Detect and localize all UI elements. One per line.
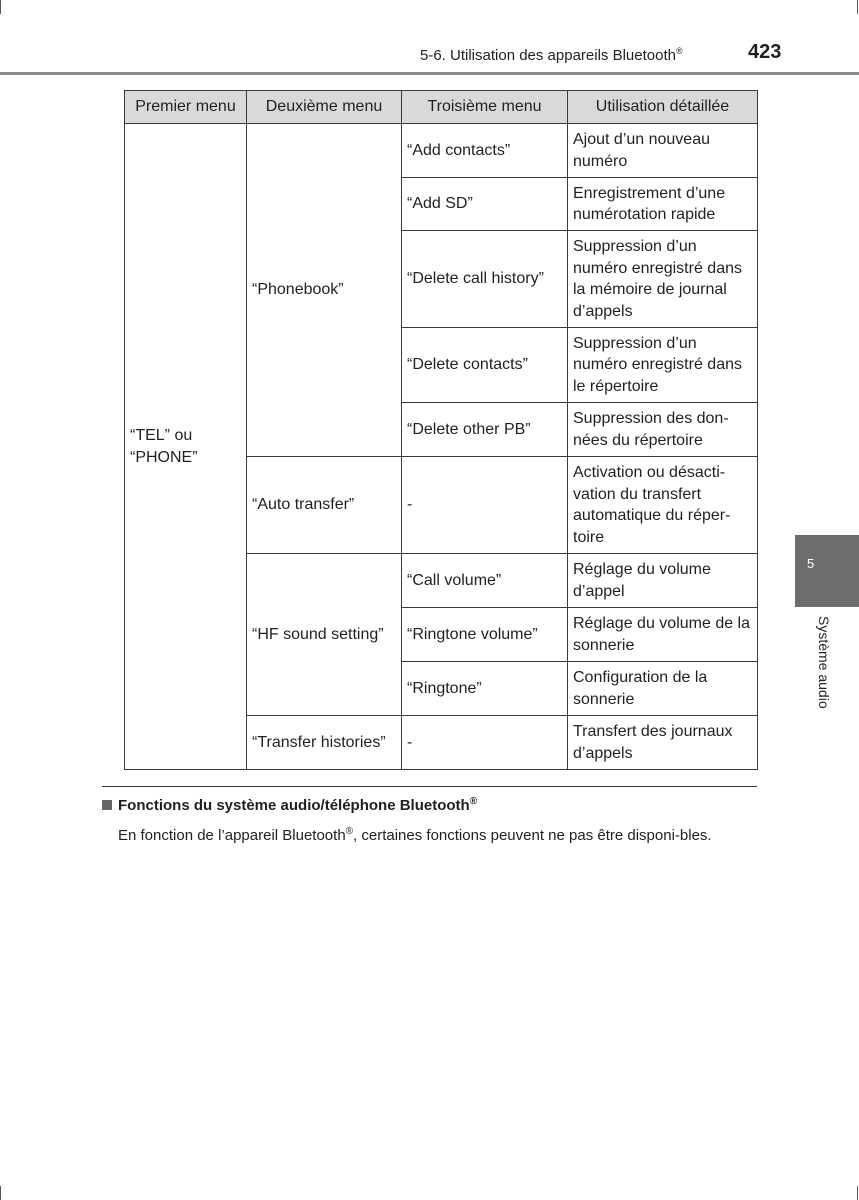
third-menu-cell: “Delete contacts” bbox=[402, 328, 568, 403]
table-header-row bbox=[125, 91, 758, 124]
header-detail: Utilisation détaillée bbox=[568, 91, 758, 124]
third-menu-cell: “Delete other PB” bbox=[402, 403, 568, 457]
detail-cell: Configuration de la sonnerie bbox=[568, 662, 758, 716]
second-menu-transfer-histories: “Transfer histories” bbox=[247, 716, 402, 770]
detail-cell: Réglage du volume de la sonnerie bbox=[568, 608, 758, 662]
detail-cell: Activation ou désacti-vation du transfert automatique du réper-toire bbox=[568, 457, 758, 554]
detail-cell: Suppression d’un numéro enregistré dans le répertoire bbox=[568, 328, 758, 403]
third-menu-cell: “Add contacts” bbox=[402, 124, 568, 178]
square-bullet-icon bbox=[102, 800, 112, 810]
registered-mark: ® bbox=[345, 826, 354, 837]
second-menu-hf-sound: “HF sound setting” bbox=[247, 554, 402, 716]
detail-cell: Suppression d’un numéro enregistré dans la mémoire de journal d’appels bbox=[568, 231, 758, 328]
third-menu-cell: - bbox=[402, 457, 568, 554]
third-menu-cell: “Ringtone” bbox=[402, 662, 568, 716]
third-menu-cell: “Ringtone volume” bbox=[402, 608, 568, 662]
header-rule bbox=[0, 72, 859, 75]
third-menu-cell: - bbox=[402, 716, 568, 770]
second-menu-auto-transfer: “Auto transfer” bbox=[247, 457, 402, 554]
first-menu-cell: “TEL” ou “PHONE” bbox=[125, 124, 247, 770]
header-second-menu: Deuxième menu bbox=[247, 91, 402, 124]
header-third-menu: Troisième menu bbox=[402, 91, 568, 124]
table-row bbox=[125, 124, 758, 178]
menu-table bbox=[124, 90, 758, 770]
chapter-number: 5 bbox=[807, 556, 815, 571]
chapter-tab bbox=[795, 535, 859, 607]
note-body-text: En fonction de l’appareil Bluetooth bbox=[118, 827, 346, 844]
page-number: 423 bbox=[748, 41, 782, 63]
header-first-menu: Premier menu bbox=[125, 91, 247, 124]
crop-mark-bottom-right bbox=[857, 1186, 858, 1200]
crop-mark-bottom-left bbox=[0, 1186, 1, 1200]
detail-cell: Enregistrement d’une numérotation rapide bbox=[568, 178, 758, 231]
chapter-title: Système audio bbox=[816, 616, 832, 709]
registered-mark: ® bbox=[469, 796, 478, 807]
detail-cell: Transfert des journaux d’appels bbox=[568, 716, 758, 770]
section-title-text: 5-6. Utilisation des appareils Bluetooth bbox=[420, 47, 676, 64]
note-body-text: , certaines fonctions peuvent ne pas être disponi-bles. bbox=[353, 827, 712, 844]
detail-cell: Ajout d’un nouveau numéro bbox=[568, 124, 758, 178]
crop-mark-top-left bbox=[0, 0, 1, 14]
registered-mark: ® bbox=[675, 46, 683, 56]
detail-cell: Suppression des don-nées du répertoire bbox=[568, 403, 758, 457]
third-menu-cell: “Call volume” bbox=[402, 554, 568, 608]
second-menu-phonebook: “Phonebook” bbox=[247, 124, 402, 457]
crop-mark-top-right bbox=[857, 0, 858, 14]
detail-cell: Réglage du volume d’appel bbox=[568, 554, 758, 608]
third-menu-cell: “Delete call history” bbox=[402, 231, 568, 328]
note-body bbox=[118, 820, 754, 847]
section-title bbox=[420, 46, 683, 64]
note-heading-text: Fonctions du système audio/téléphone Bluetooth bbox=[118, 797, 470, 814]
third-menu-cell: “Add SD” bbox=[402, 178, 568, 231]
note-heading bbox=[102, 796, 477, 814]
note-rule bbox=[102, 786, 757, 787]
